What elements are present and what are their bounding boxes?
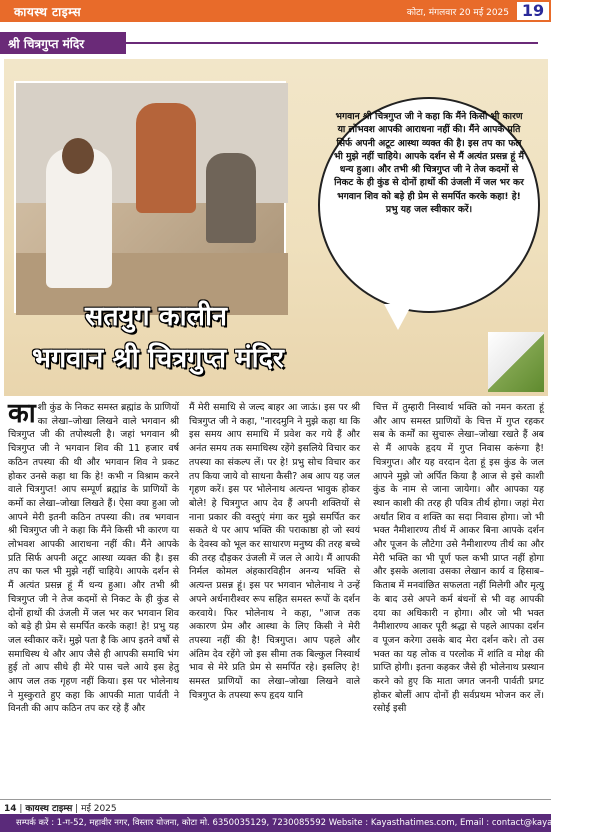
footer-paper-name: कायस्थ टाइम्स [25,804,73,814]
headline-line1: सतयुग कालीन [85,301,227,332]
quote-bubble-tail [384,304,412,330]
masthead-bar [0,0,551,22]
photo-idol-stone [206,153,256,243]
page-curl [488,332,544,392]
article-column-2: मैं मेरी समाधि से जल्द बाहर आ जाऊं। इस पर श्री चित्रगुप्त जी ने कहा, "नारदमुनि ने मुझे कहा था कि इस समय आप समाधि में प्रवेश कर गये हैं और अनंत समय तक समाधिस्थ रहेंगे इसलिये विचार कर तपस्या का संकल्प लें। पर हे! प्रभु सोच विचार कर तप किया जाये वो साधना कैसी? अब आप यह जल गृहण करें। इस पर भोलेनाथ अत्यन्त भावुक होकर बोले! हे चित्रगुप्त आप देव हैं अपनी शक्तियों से नाना प्रकार की वस्तुएं मंगा कर मुझे समर्पित कर सकते थे पर आप भक्ति की पराकाष्ठा हो जो स्वयं के देवस्व को भूल कर साधारण मनुष्य की तरह बच्चे की तरह दौड़कर उंजली में जल ले आये। मैं आपकी निर्मल कोमल अंहकारविहीन अनन्य भक्ति से अत्यन्त प्रसन्न हूं। इस पर भगवान भोलेनाथ ने उन्हें अपने अर्धनारीश्वर रूप सहित समस्त रूपों के दर्शन करवाये। फिर भोलेनाथ ने कहा, "आज तक अकारण प्रेम और आस्था के लिए किसी ने मेरी तपस्या नहीं की है! चित्रगुप्त। आप पहले और अंतिम देव रहेंगे जो इस सीमा तक बिल्कुल निस्वार्थ भाव से मेरे प्रति प्रेम से समर्पित रहे। इसलिए हे! समस्त प्राणियों का लेखा–जोखा लिखने वाले चित्रगुप्त के तपस्या रूप हृदय यानि [189,402,361,701]
article-column-1 [8,398,179,716]
headline-line2: भगवान श्री चित्रगुप्त मंदिर [32,343,284,374]
section-divider [126,42,538,44]
temple-photo [14,81,286,313]
contact-bar: सम्पर्क करें : 1-ग-52, महावीर नगर, विस्तार योजना, कोटा मो. 6350035129, 7230085592 Website : Kayasthatimes.com, Email : contact@kayasthatimes.com [0,814,551,832]
masthead-date: कोटा, मंगलवार 20 मई 2025 [406,8,509,18]
footer: 14 | कायस्थ टाइम्स | मई 2025 [4,804,117,814]
masthead-title: कायस्थ टाइम्स [14,5,82,19]
footer-page-number: 14 [4,804,17,814]
page-number: 19 [515,0,551,22]
photo-idol-red [136,103,196,213]
section-label: श्री चित्रगुप्त मंदिर [0,32,126,54]
article-column-3: चित्त में तुम्हारी निस्वार्थ भक्ति को नमन करता हूं और आप समस्त प्राणियों के चित्त में गुप्त रहकर सब के कर्मों का सुचारू लेखा–जोखा रखते हैं अब से मैं आपके हृदय में गुप्त निवास करूंगा है! चित्रगुप्त। और यह वरदान देता हूं इस कुंड के जल आपने मुझे जो अर्पित किया है आज से इसे काशी कुंड के नाम से जाना जायेगा। और आपका यह स्थान काशी की तरह ही पवित्र तीर्थ होगा। जहां मेरा अर्धांत शिव व शक्ति का सदा निवास होगा। जो भी भक्त नैमीशारण्य तीर्थ में आकर बिना आपके दर्शन और पूजन के लौटेगा उसे नैमीशारण्य तीर्थ का और मेरी भक्ति का भी पूर्ण फल कभी प्राप्त नहीं होगा और इसके अलावा उसका लेखान कार्य व हिसाब–किताब में मनवांछित सफलता नहीं मिलेगी और मृत्यु के बाद उसे अपने कर्म बंधनों से भी वह आपकी दया का अधिकारी न होगा। और जो भी भक्त नैमीशारण्य आकर पूरी श्रद्धा से पहले आपका दर्शन व पूजन करेगा उसके बाद मेरा दर्शन करे। तो उस भक्त का यह लोक व परलोक में शांति व मोक्ष की प्राप्ति होगी। इतना कहकर जैसे ही भोलेनाथ प्रस्थान करने को हुए कि माता जगत जननी पार्वती प्रगट होकर बोलीं आप दोनों ही सर्वप्रथम भोजन कर लें। रसोई इसी [373,402,544,715]
photo-person-head [62,138,94,174]
footer-month: मई 2025 [81,804,117,814]
article-column-1-text: शी कुंड के निकट समस्त ब्रह्मांड के प्राणियों का लेखा–जोखा लिखने वाले भगवान श्री चित्रगुप्त जी की तपोस्थली है। जहां भगवान श्री चित्रगुप्त जी ने भगवान शिव की 11 हजार वर्ष कठिन तपस्या की थी और भगवान शिव ने प्रकट होकर उनसे कहा था कि हे! कभी न विश्राम करने वाले चित्रगुप्त! आप सम्पूर्ण ब्रह्मांड के प्राणियों के कर्मो का लेखा–जोखा लिखते हैं। ऐसा क्या हुआ जो आपने मेरी इतनी कठिन तपस्या की। तब भगवान श्री चित्रगुप्त जी ने कहा कि मैंने किसी भी कारण या लोभवश आपकी आराधना नहीं की। मैंने आपके प्रति सिर्फ अपनी अटूट आस्था व्यक्त की है। इस तप का फल भी मुझे नहीं चाहिये। आपके दर्शन से मैं अत्यंत प्रसन्न हूं मैं धन्य हुआ। और तभी श्री चित्रगुप्त जी ने तेज कदमों से निकट के ही कुंड से दोनों हाथों की उंजली में जल भर कर भगवान शिव को बड़े ही प्रेम से समर्पित करके कहा! हे! प्रभु यह जल स्वीकार करें। मुझे पता है कि आप इतने वर्षो से समाधिस्थ थे और आप जैसे ही आपकी समाधि भंग हुई तो आप सीधे ही मेरे पास चले आये इस हेतु आप जल तक गृहण नहीं किया। इस पर भोलेनाथ ने मुस्कुराते हुए कहा कि आपकी माता पार्वती ने विनती की आप कठिन तप कर रहे हैं और [8,402,179,715]
footer-divider [0,799,551,800]
drop-cap: का [8,398,36,429]
quote-text: भगवान श्री चित्रगुप्त जी ने कहा कि मैंने किसी भी कारण या लोभवश आपकी आराधना नहीं की। मैंने आपके प्रति सिर्फ अपनी अटूट आस्था व्यक्त की है। इस तप का फल भी मुझे नहीं चाहिये। आपके दर्शन से मैं अत्यंत प्रसन्न हूं मैं धन्य हुआ। और तभी श्री चित्रगुप्त जी ने तेज कदमों से निकट के ही कुंड से दोनों हाथों की उंजली में जल भर कर भगवान शिव को बड़े ही प्रेम से समर्पित करके कहा! हे! प्रभु यह जल स्वीकार करें। [334,111,524,216]
